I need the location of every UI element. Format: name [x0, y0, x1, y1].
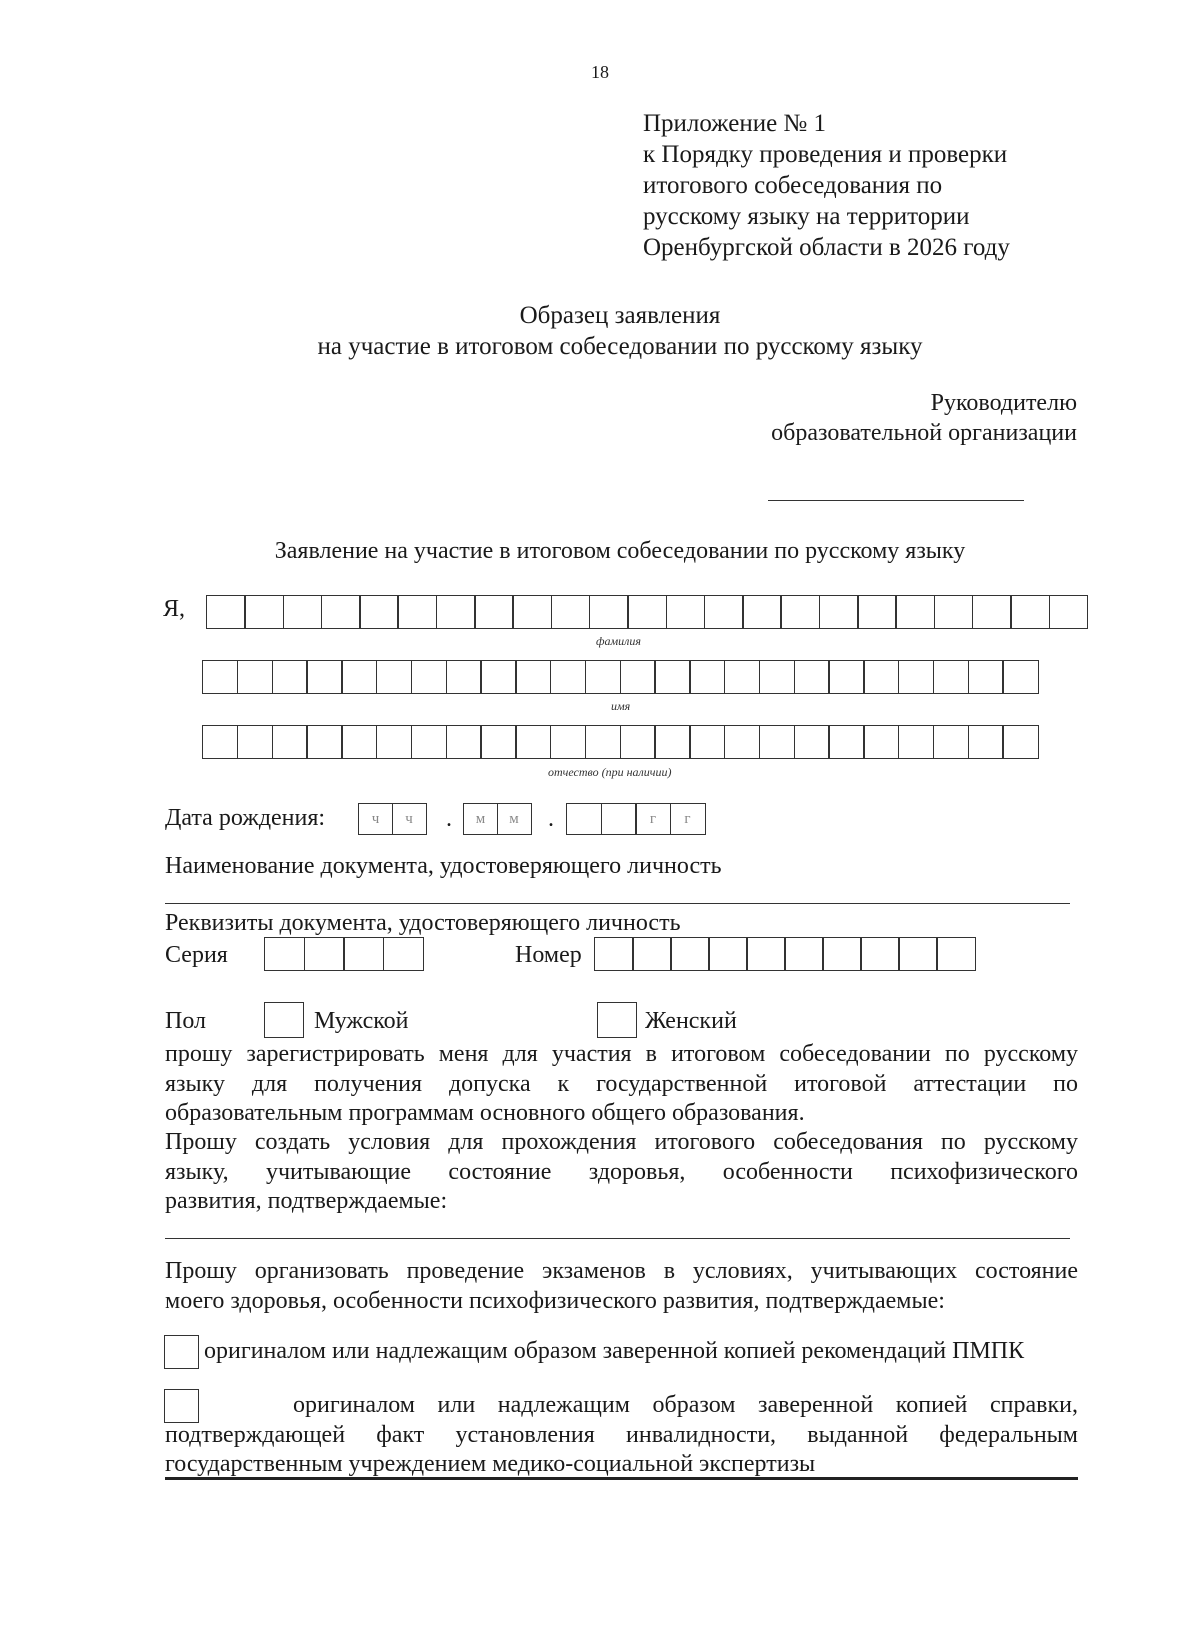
input-cell[interactable]: м — [463, 803, 498, 835]
input-cell[interactable] — [446, 660, 482, 694]
paragraph-line: Прошу создать условия для прохождения итогового собеседования по русскому — [165, 1129, 1078, 1155]
input-cell[interactable] — [759, 660, 795, 694]
sample-title-line1: Образец заявления — [519, 302, 721, 329]
date-separator: . — [548, 806, 554, 832]
input-cell[interactable] — [202, 725, 238, 759]
input-cell[interactable] — [551, 595, 591, 629]
input-cell[interactable] — [237, 660, 273, 694]
input-cell[interactable] — [306, 660, 342, 694]
appendix-header — [643, 108, 1010, 263]
exam-conditions-paragraph — [165, 1257, 1078, 1316]
male-label: Мужской — [314, 1008, 409, 1034]
paragraph-line: прошу зарегистрировать меня для участия в итоговом собеседовании по русскому — [165, 1041, 1078, 1067]
paragraph-line: языку, учитывающие состояние здоровья, особенности психофизического — [165, 1158, 1078, 1185]
number-cells[interactable] — [594, 937, 974, 971]
input-cell[interactable] — [359, 595, 399, 629]
input-cell[interactable] — [863, 660, 899, 694]
input-cell[interactable] — [244, 595, 284, 629]
input-cell[interactable] — [724, 660, 760, 694]
input-cell[interactable] — [1002, 660, 1038, 694]
input-cell[interactable] — [206, 595, 246, 629]
input-cell[interactable] — [376, 660, 412, 694]
input-cell[interactable] — [550, 660, 586, 694]
input-cell[interactable]: ч — [358, 803, 393, 835]
input-cell[interactable] — [550, 725, 586, 759]
input-cell[interactable] — [654, 660, 690, 694]
paragraph-line: развития, подтверждаемые: — [165, 1188, 448, 1214]
input-cell[interactable] — [794, 660, 830, 694]
paragraph-line: образовательным программам основного общего образования. — [165, 1100, 805, 1126]
input-cell[interactable] — [895, 595, 935, 629]
paragraph-line: языку для получения допуска к государственной итоговой аттестации по — [165, 1070, 1078, 1097]
input-cell[interactable]: г — [635, 803, 671, 835]
input-cell[interactable] — [780, 595, 820, 629]
input-cell[interactable] — [306, 725, 342, 759]
addressee-line2: образовательной организации — [771, 420, 1077, 446]
input-cell[interactable] — [480, 660, 516, 694]
paragraph-line: государственным учреждением медико-социальной экспертизы — [165, 1451, 816, 1477]
input-cell[interactable] — [898, 660, 934, 694]
input-cell[interactable] — [857, 595, 897, 629]
input-cell[interactable] — [283, 595, 323, 629]
input-cell[interactable] — [936, 937, 976, 971]
input-cell[interactable] — [620, 725, 656, 759]
addressee-name-line[interactable] — [768, 500, 1024, 501]
input-cell[interactable] — [601, 803, 637, 835]
document-name-label: Наименование документа, удостоверяющего личность — [165, 853, 722, 879]
paragraph-line: Прошу организовать проведение экзаменов в условиях, учитывающих состояние — [165, 1258, 1078, 1284]
input-cell[interactable] — [397, 595, 437, 629]
name-cells[interactable] — [202, 660, 1037, 694]
input-cell[interactable] — [822, 937, 862, 971]
document-details-label: Реквизиты документа, удостоверяющего личность — [165, 910, 681, 936]
paragraph-line: моего здоровья, особенности психофизического развития, подтверждаемые: — [165, 1287, 945, 1314]
input-cell[interactable] — [689, 725, 725, 759]
series-label: Серия — [165, 942, 228, 968]
male-checkbox[interactable] — [264, 1002, 304, 1038]
input-cell[interactable] — [446, 725, 482, 759]
input-cell[interactable] — [863, 725, 899, 759]
input-cell[interactable] — [828, 660, 864, 694]
conditions-paragraph — [165, 1128, 1078, 1217]
input-cell[interactable] — [264, 937, 305, 971]
application-title: Заявление на участие в итоговом собеседовании по русскому языку — [274, 538, 966, 564]
series-cells[interactable] — [264, 937, 422, 971]
input-cell[interactable] — [666, 595, 706, 629]
name-caption: имя — [611, 699, 631, 713]
appendix-line: к Порядку проведения и проверки — [643, 141, 1008, 168]
paragraph-line: подтверждающей факт установления инвалидности, выданной федеральным — [165, 1421, 1078, 1448]
input-cell[interactable] — [1010, 595, 1050, 629]
number-label: Номер — [515, 942, 582, 968]
input-cell[interactable] — [436, 595, 476, 629]
input-cell[interactable] — [585, 660, 621, 694]
input-cell[interactable] — [411, 660, 447, 694]
input-cell[interactable] — [411, 725, 447, 759]
input-cell[interactable] — [704, 595, 744, 629]
date-separator: . — [446, 806, 452, 832]
birth-day-cells[interactable] — [358, 803, 425, 835]
input-cell[interactable] — [898, 937, 938, 971]
input-cell[interactable] — [708, 937, 748, 971]
input-cell[interactable] — [784, 937, 824, 971]
input-cell[interactable] — [632, 937, 672, 971]
female-checkbox[interactable] — [597, 1002, 637, 1038]
input-cell[interactable] — [689, 660, 725, 694]
input-cell[interactable] — [933, 725, 969, 759]
input-cell[interactable] — [654, 725, 690, 759]
input-cell[interactable] — [272, 725, 308, 759]
input-cell[interactable] — [819, 595, 859, 629]
input-cell[interactable] — [620, 660, 656, 694]
input-cell[interactable] — [1049, 595, 1089, 629]
surname-cells[interactable] — [206, 595, 1087, 629]
input-cell[interactable] — [972, 595, 1012, 629]
input-cell[interactable] — [304, 937, 345, 971]
input-cell[interactable] — [759, 725, 795, 759]
female-label: Женский — [645, 1008, 737, 1034]
input-cell[interactable] — [794, 725, 830, 759]
appendix-line: итогового собеседования по — [643, 172, 943, 199]
input-cell[interactable] — [474, 595, 514, 629]
pmpk-checkbox[interactable] — [164, 1335, 199, 1369]
input-cell[interactable] — [237, 725, 273, 759]
input-cell[interactable] — [512, 595, 552, 629]
input-cell[interactable] — [860, 937, 900, 971]
document-name-line[interactable] — [165, 903, 1070, 904]
input-cell[interactable] — [933, 660, 969, 694]
input-cell[interactable] — [934, 595, 974, 629]
appendix-line: русскому языку на территории — [643, 203, 970, 230]
birth-date-label: Дата рождения: — [165, 805, 326, 831]
input-cell[interactable] — [585, 725, 621, 759]
birth-year-cells[interactable] — [566, 803, 704, 835]
input-cell[interactable] — [480, 725, 516, 759]
input-cell[interactable] — [515, 660, 551, 694]
input-cell[interactable] — [828, 725, 864, 759]
name-prefix: Я, — [163, 596, 186, 622]
input-cell[interactable] — [341, 660, 377, 694]
disability-option-label — [165, 1391, 1078, 1480]
input-cell[interactable] — [376, 725, 412, 759]
input-cell[interactable] — [742, 595, 782, 629]
appendix-line: Приложение № 1 — [643, 110, 827, 137]
input-cell[interactable] — [383, 937, 424, 971]
input-cell[interactable] — [272, 660, 308, 694]
input-cell[interactable]: г — [670, 803, 706, 835]
patronymic-cells[interactable] — [202, 725, 1037, 759]
birth-month-cells[interactable] — [463, 803, 530, 835]
input-cell[interactable] — [202, 660, 238, 694]
input-cell[interactable] — [343, 937, 384, 971]
page-number: 18 — [591, 62, 609, 82]
input-cell[interactable] — [594, 937, 634, 971]
registration-paragraph — [165, 1040, 1078, 1129]
paragraph-line: оригиналом или надлежащим образом заверенной копией справки, — [293, 1392, 1078, 1418]
input-cell[interactable] — [321, 595, 361, 629]
input-cell[interactable] — [968, 725, 1004, 759]
sample-title — [0, 300, 1200, 362]
input-cell[interactable] — [670, 937, 710, 971]
patronymic-caption: отчество (при наличии) — [548, 765, 672, 779]
input-cell[interactable] — [515, 725, 551, 759]
gender-label: Пол — [165, 1008, 206, 1034]
surname-caption: фамилия — [596, 634, 641, 648]
input-cell[interactable] — [566, 803, 602, 835]
input-cell[interactable] — [898, 725, 934, 759]
input-cell[interactable] — [746, 937, 786, 971]
input-cell[interactable] — [627, 595, 667, 629]
pmpk-option-label: оригиналом или надлежащим образом заверенной копией рекомендаций ПМПК — [204, 1338, 1025, 1364]
disability-option-line — [165, 1477, 1078, 1480]
input-cell[interactable] — [341, 725, 377, 759]
input-cell[interactable] — [968, 660, 1004, 694]
input-cell[interactable] — [589, 595, 629, 629]
appendix-line: Оренбургской области в 2026 году — [643, 234, 1010, 261]
addressee — [771, 388, 1077, 448]
input-cell[interactable]: ч — [392, 803, 427, 835]
addressee-line1: Руководителю — [930, 390, 1077, 416]
input-cell[interactable] — [724, 725, 760, 759]
conditions-line[interactable] — [165, 1238, 1070, 1239]
input-cell[interactable]: м — [497, 803, 532, 835]
input-cell[interactable] — [1002, 725, 1038, 759]
sample-title-line2: на участие в итоговом собеседовании по русскому языку — [317, 333, 923, 360]
